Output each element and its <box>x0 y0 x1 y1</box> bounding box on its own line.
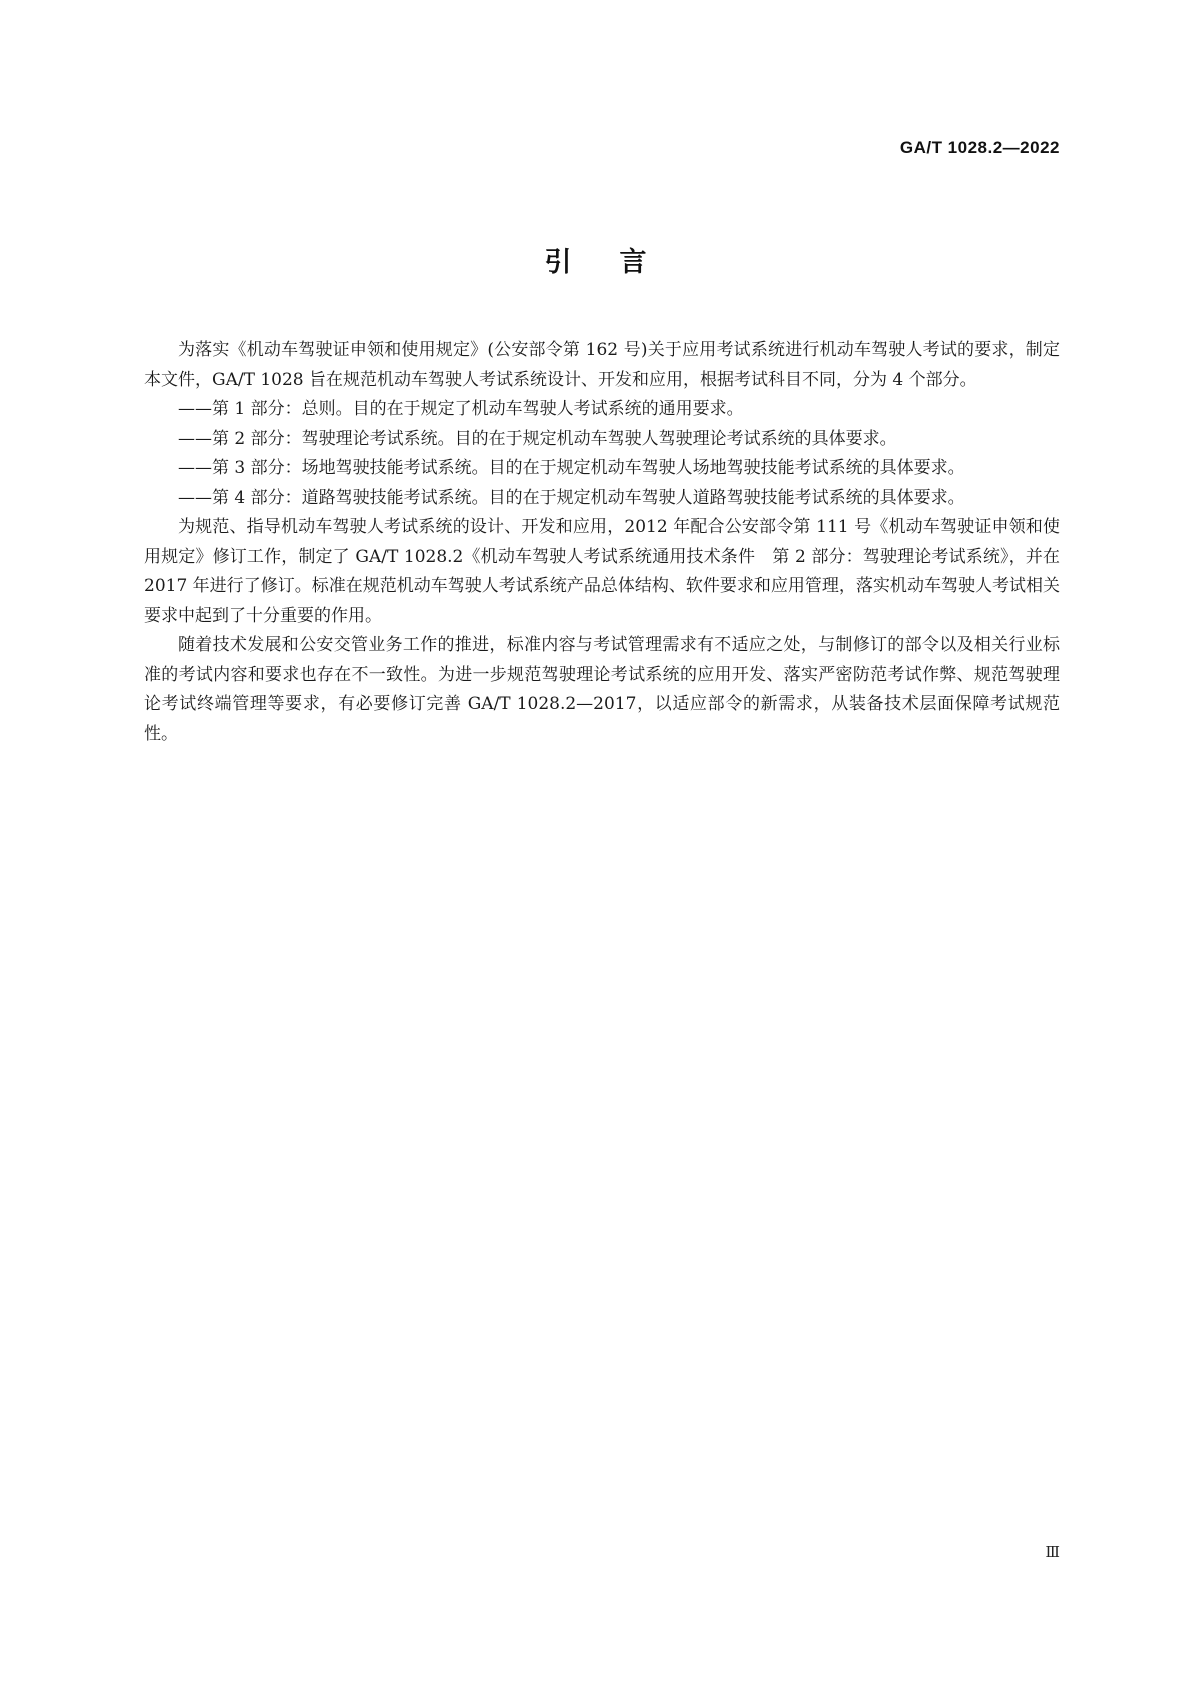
list-item-part-4 <box>144 484 1060 514</box>
list-item-text: 第 3 部分：场地驾驶技能考试系统。目的在于规定机动车驾驶人场地驾驶技能考试系统的具体要求。 <box>212 458 965 478</box>
body-content <box>144 336 1060 749</box>
list-item-part-1 <box>144 395 1060 425</box>
list-item-text: 第 2 部分：驾驶理论考试系统。目的在于规定机动车驾驶人驾驶理论考试系统的具体要求。 <box>212 428 897 449</box>
list-item-part-3 <box>144 454 1060 484</box>
list-dash: —— <box>178 399 212 419</box>
paragraph-revision-reason: 随着技术发展和公安交管业务工作的推进，标准内容与考试管理需求有不适应之处，与制修订的部令以及相关行业标准的考试内容和要求也存在不一致性。为进一步规范驾驶理论考试系统的应用开发、落实严密防范考试作弊、规范驾驶理论考试终端管理等要求，有必要修订完善 GA/T 1028.2—2017，以适应部令的新需求，从装备技术层面保障考试规范性。 <box>144 635 1060 744</box>
list-dash: —— <box>178 458 212 478</box>
paragraph-history: 为规范、指导机动车驾驶人考试系统的设计、开发和应用，2012 年配合公安部令第 111 号《机动车驾驶证申领和使用规定》修订工作，制定了 GA/T 1028.2《机动车驾驶人考试系统通用技术条件 第 2 部分：驾驶理论考试系统》，并在 2017 年进行了修订。标准在规范机动车驾驶人考试系统产品总体结构、软件要求和应用管理，落实机动车驾驶人考试相关要求中起到了十分重要的作用。 <box>144 517 1060 626</box>
list-item-part-2 <box>144 425 1060 455</box>
list-item-text: 第 4 部分：道路驾驶技能考试系统。目的在于规定机动车驾驶人道路驾驶技能考试系统的具体要求。 <box>212 487 965 508</box>
paragraph-intro: 为落实《机动车驾驶证申领和使用规定》(公安部令第 162 号)关于应用考试系统进行机动车驾驶人考试的要求，制定本文件，GA/T 1028 旨在规范机动车驾驶人考试系统设计、开发和应用，根据考试科目不同，分为 4 个部分。 <box>144 340 1060 390</box>
list-dash: —— <box>178 428 212 449</box>
list-dash: —— <box>178 487 212 508</box>
list-item-text: 第 1 部分：总则。目的在于规定了机动车驾驶人考试系统的通用要求。 <box>212 399 744 419</box>
page-number: Ⅲ <box>1045 1543 1060 1561</box>
page-title: 引言 <box>544 247 695 278</box>
standard-code: GA/T 1028.2—2022 <box>899 138 1060 157</box>
